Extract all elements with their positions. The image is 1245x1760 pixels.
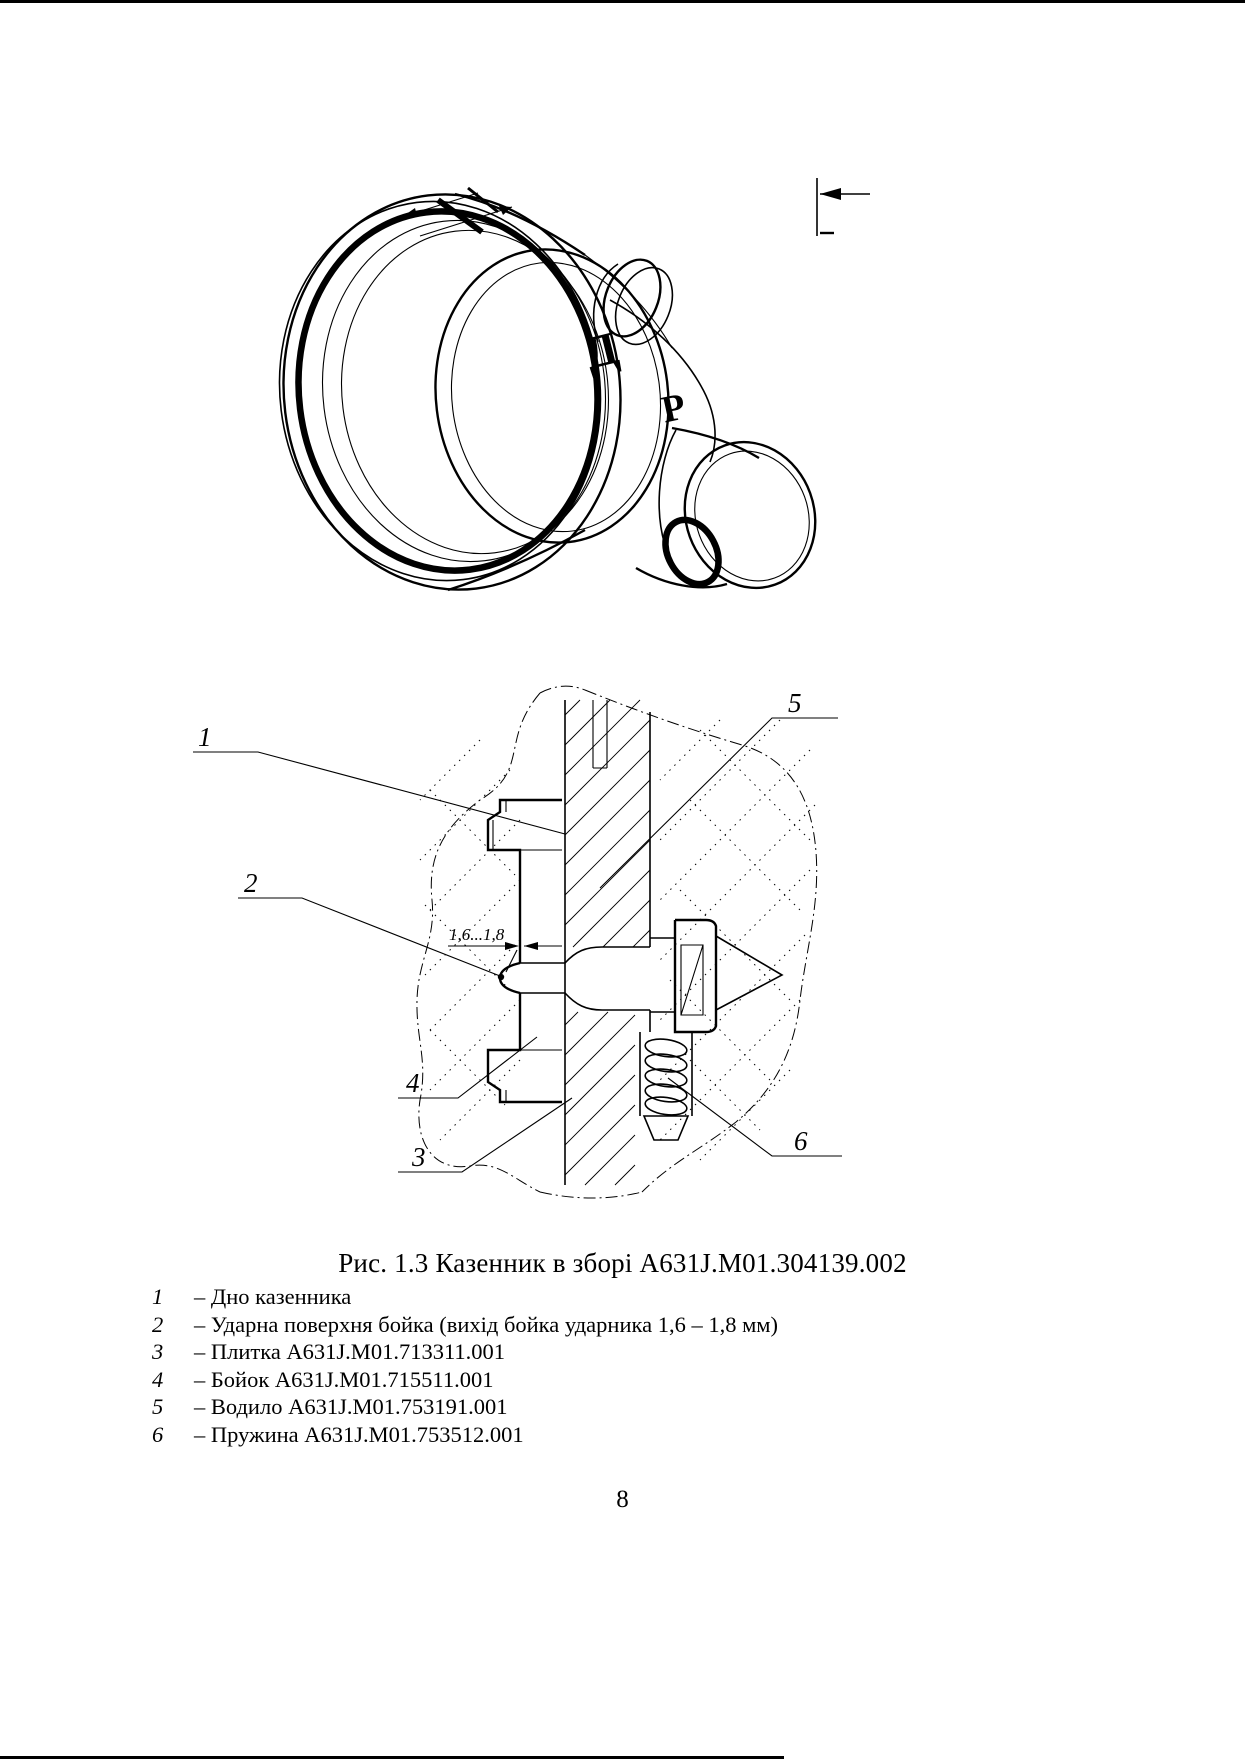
callouts [193, 688, 842, 1172]
page-number: 8 [616, 1486, 629, 1513]
legend-item-text: – Водило A631J.M01.753191.001 [194, 1394, 508, 1420]
callout-6: 6 [794, 1126, 808, 1156]
legend-item-text: – Плитка A631J.M01.713311.001 [194, 1339, 505, 1365]
breech-section-figure [150, 620, 870, 1220]
legend-item-number: 5 [152, 1394, 164, 1420]
dimension-firing-pin-travel [448, 925, 562, 972]
legend-item [152, 1393, 1102, 1421]
callout-1: 1 [198, 722, 212, 752]
legend-item-text: – Пружина A631J.M01.753512.001 [194, 1421, 524, 1447]
legend-item [152, 1366, 1102, 1394]
dimension-label: 1,6...1,8 [449, 925, 505, 944]
legend-item-number: 6 [152, 1421, 164, 1447]
callout-4: 4 [406, 1068, 420, 1098]
breech-body [260, 175, 715, 609]
legend-item-number: 2 [152, 1311, 164, 1337]
legend-item-number: 4 [152, 1366, 164, 1392]
breech-3d-view-figure [260, 140, 900, 620]
legend-item-number: 1 [152, 1284, 164, 1309]
plate-part [488, 800, 562, 1102]
breech-stub-cylinder [636, 424, 835, 607]
scan-artifact-top [0, 0, 1245, 3]
spring [640, 1032, 692, 1140]
legend-item-text: – Дно казенника [194, 1284, 352, 1309]
legend-item-text: – Бойок A631J.M01.715511.001 [194, 1366, 494, 1392]
breech-3d-drawing [260, 140, 900, 620]
marking-letter-r: Р [657, 385, 690, 432]
legend-item [152, 1421, 1102, 1449]
figure-caption: Рис. 1.3 Казенник в зборі A631J.M01.304139.002 [338, 1248, 907, 1278]
parts-legend [152, 1283, 1102, 1449]
legend-item [152, 1283, 1102, 1311]
callout-2-dot [498, 974, 504, 980]
callout-3: 3 [412, 1142, 426, 1172]
scan-artifact-bottom [0, 1756, 784, 1759]
legend-item [152, 1311, 1102, 1339]
breech-section-drawing [150, 620, 870, 1220]
driver-column [565, 700, 650, 1185]
view-direction-arrow [817, 178, 870, 236]
callout-2: 2 [244, 868, 258, 898]
callout-5: 5 [788, 688, 802, 718]
firing-pin [500, 947, 650, 1010]
legend-item-text: – Ударна поверхня бойка (вихід бойка ударника 1,6 – 1,8 мм) [194, 1311, 779, 1337]
legend-item-number: 3 [152, 1339, 164, 1365]
striker-head [650, 920, 782, 1032]
marking-letter-d: Д [579, 321, 623, 379]
legend-item [152, 1338, 1102, 1366]
